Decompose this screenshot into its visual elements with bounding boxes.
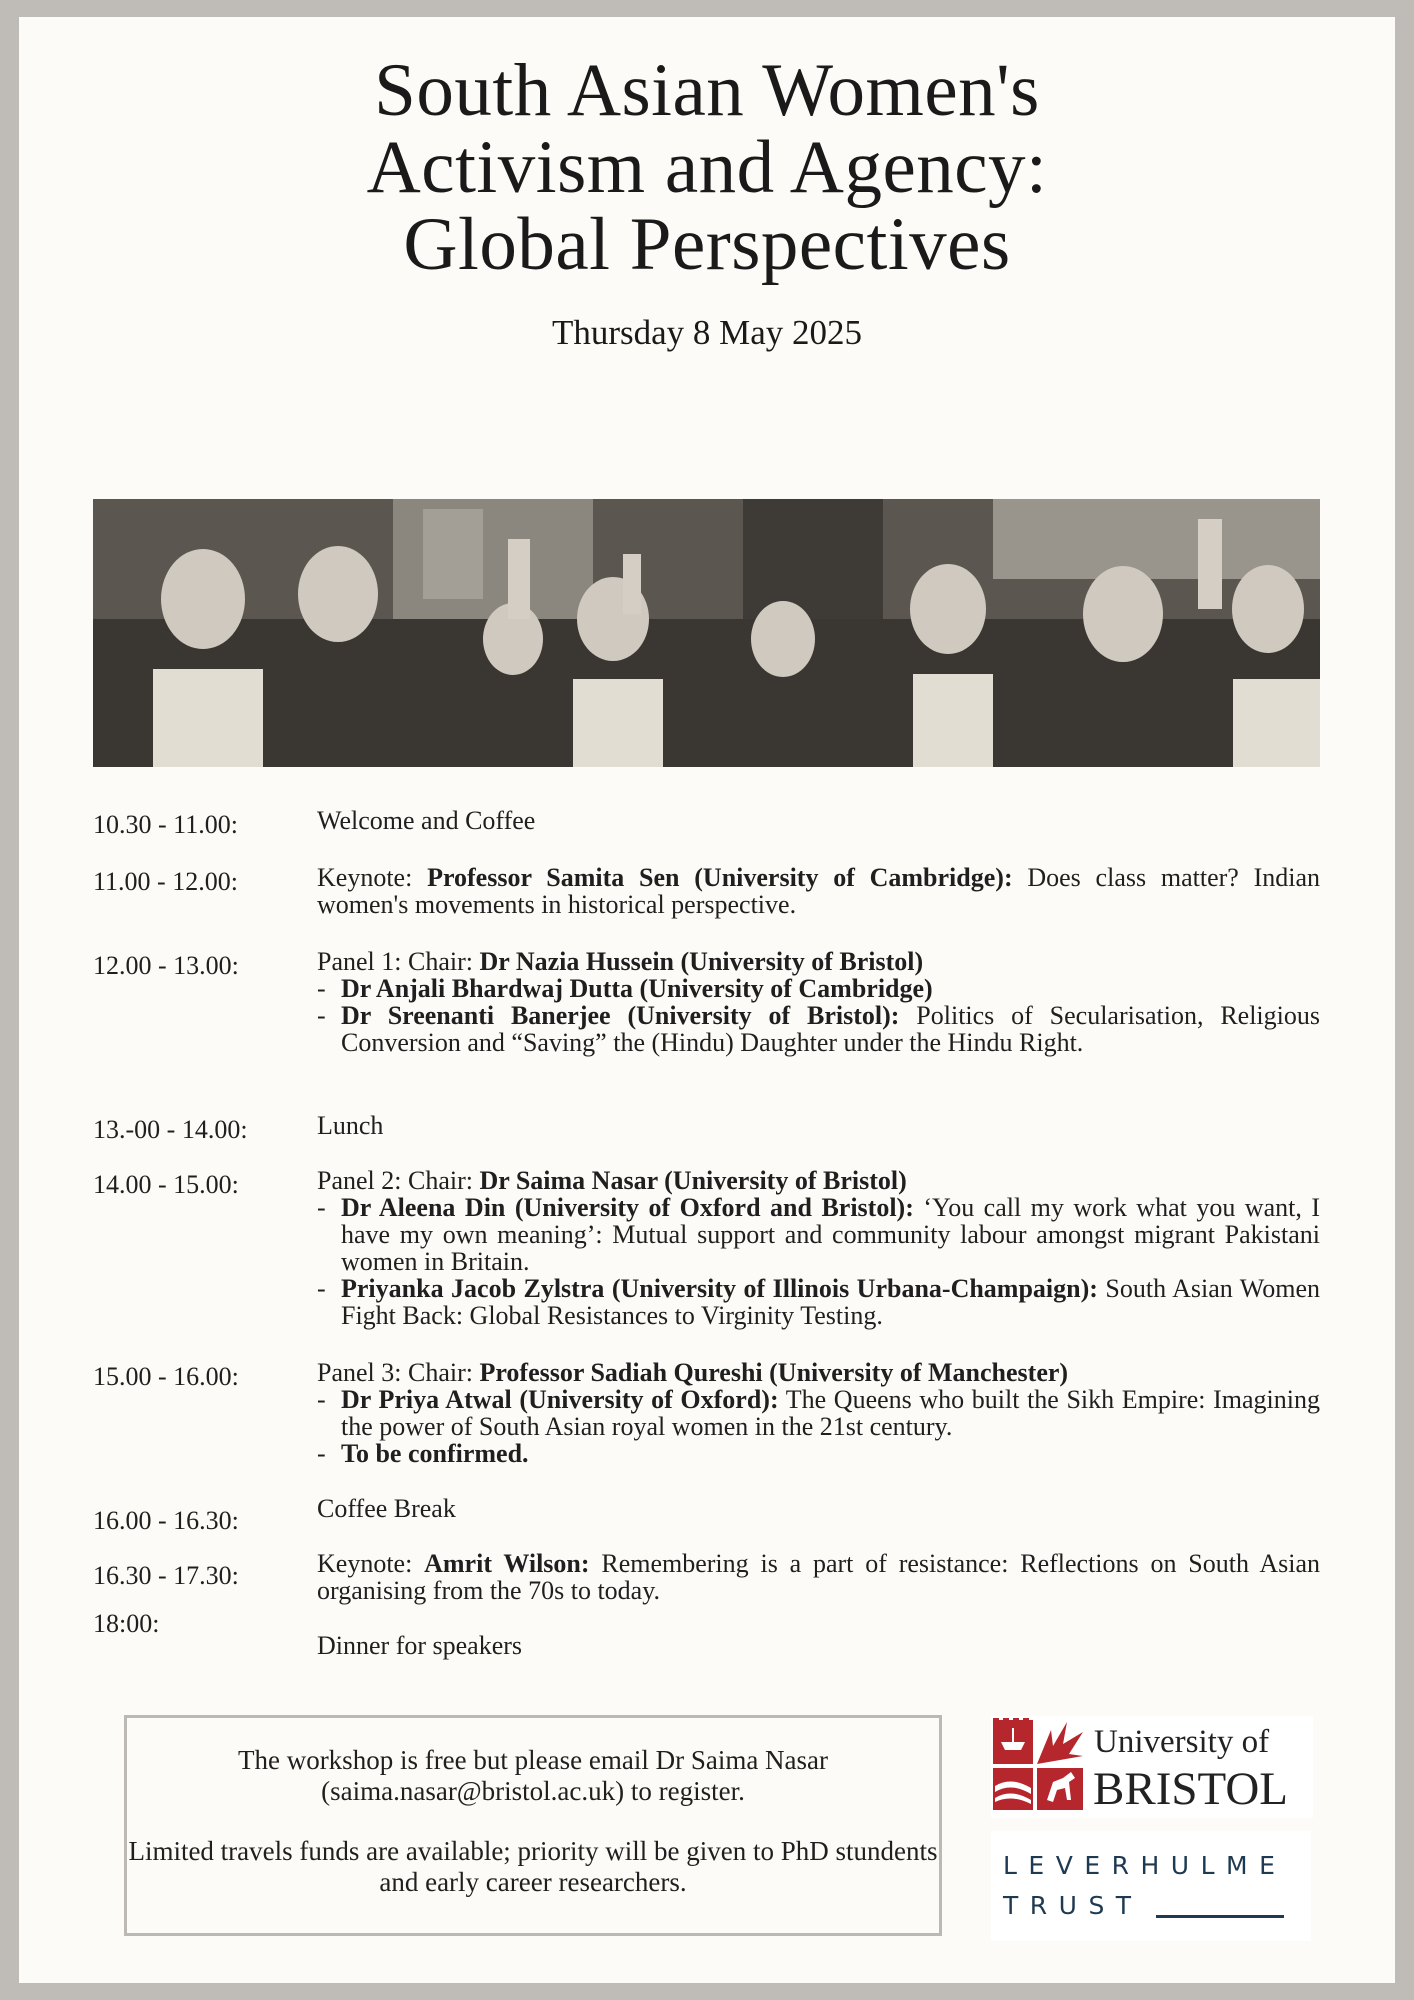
session (317, 807, 1320, 834)
panel-item (317, 1440, 1320, 1467)
speaker: Dr Aleena Din (University of Oxford and Bristol): (341, 1193, 914, 1222)
bristol-logo-line1: University of (1094, 1724, 1270, 1760)
talk-title: South Asian Women Fight Back: Global Resistances to Virginity Testing. (341, 1274, 1320, 1330)
registration-text: The workshop is free but please email Dr Saima Nasar (saima.nasar@bristol.ac.uk) to register. (237, 1745, 829, 1806)
bristol-crest-icon (991, 1716, 1087, 1812)
session (317, 1359, 1320, 1467)
leverhulme-logo-rule (1156, 1915, 1284, 1918)
poster (19, 17, 1395, 1983)
time-slot: 12.00 - 13.00: (93, 951, 239, 980)
time-slot: 10.30 - 11.00: (93, 810, 238, 839)
time-slot: 16.00 - 16.30: (93, 1506, 239, 1535)
leverhulme-logo-line1: LEVERHULME (1003, 1851, 1287, 1880)
chair: Professor Sadiah Qureshi (University of Manchester) (479, 1358, 1069, 1387)
session (317, 1632, 1320, 1659)
chair: Dr Saima Nasar (University of Bristol) (479, 1166, 907, 1195)
bristol-logo-line2: BRISTOL (1093, 1763, 1288, 1815)
dash: - (317, 1439, 326, 1468)
panel-item (317, 1386, 1320, 1440)
talk-title: Remembering is a part of resistance: Reflections on South Asian organising from the 70s to today. (317, 1549, 1320, 1605)
poster-title (19, 49, 1395, 286)
chair: Dr Nazia Hussein (University of Bristol) (479, 947, 924, 976)
title-line: Global Perspectives (403, 203, 1011, 286)
speaker: Dr Anjali Bhardwaj Dutta (University of Cambridge) (341, 974, 933, 1003)
time-slot: 13.-00 - 14.00: (93, 1115, 248, 1144)
time-slot: 14.00 - 15.00: (93, 1170, 239, 1199)
talk-title: ‘You call my work what you want, I have my own meaning’: Mutual support and community labour amongst migrant Pakistani women in Britain. (341, 1193, 1320, 1276)
photo-illustration (93, 499, 1320, 767)
time-slot: 18:00: (93, 1609, 160, 1638)
session (317, 948, 1320, 1056)
session-text: Dinner for speakers (317, 1631, 523, 1660)
registration-info-box (124, 1715, 942, 1936)
title-line: South Asian Women's (374, 49, 1040, 132)
speaker: Professor Samita Sen (University of Cambridge): (427, 863, 1013, 892)
session (317, 1495, 1320, 1522)
speaker: Priyanka Jacob Zylstra (University of Illinois Urbana-Champaign): (341, 1274, 1098, 1303)
panel-item (317, 1194, 1320, 1275)
funding-text: Limited travels funds are available; priority will be given to PhD stundents and early career researchers. (128, 1836, 938, 1897)
dash: - (317, 1274, 326, 1303)
session (317, 864, 1320, 918)
leverhulme-trust-logo (991, 1831, 1311, 1941)
speaker: To be confirmed. (341, 1439, 529, 1468)
session (317, 1112, 1320, 1139)
session-label: Panel 1: Chair: (317, 947, 480, 976)
panel-item (317, 975, 1320, 1002)
dash: - (317, 974, 326, 1003)
protest-photo (93, 499, 1320, 767)
session-label: Panel 2: Chair: (317, 1166, 480, 1195)
session-label: Panel 3: Chair: (317, 1358, 480, 1387)
talk-title: Politics of Secularisation, Religious Conversion and “Saving” the (Hindu) Daughter under the Hindu Right. (341, 1001, 1320, 1057)
session-text: Coffee Break (317, 1494, 456, 1523)
dash: - (317, 1193, 326, 1222)
session-text: Welcome and Coffee (317, 806, 536, 835)
time-slot: 16.30 - 17.30: (93, 1561, 239, 1590)
time-slot: 11.00 - 12.00: (93, 867, 238, 896)
time-slot: 15.00 - 16.00: (93, 1362, 239, 1391)
dash: - (317, 1385, 326, 1414)
university-of-bristol-logo (991, 1716, 1313, 1818)
leverhulme-logo-line2: TRUST (1003, 1891, 1143, 1920)
speaker: Dr Sreenanti Banerjee (University of Bristol): (341, 1001, 900, 1030)
title-line: Activism and Agency: (366, 126, 1048, 209)
session-label: Keynote: (317, 1549, 425, 1578)
session (317, 1550, 1320, 1604)
speaker: Amrit Wilson: (424, 1549, 590, 1578)
session-text: Lunch (317, 1111, 384, 1140)
session (317, 1167, 1320, 1329)
panel-item (317, 1275, 1320, 1329)
dash: - (317, 1001, 326, 1030)
panel-item (317, 1002, 1320, 1056)
session-label: Keynote: (317, 863, 428, 892)
event-date: Thursday 8 May 2025 (551, 313, 863, 352)
talk-title: Does class matter? Indian women's movements in historical perspective. (317, 863, 1320, 919)
speaker: Dr Priya Atwal (University of Oxford): (341, 1385, 779, 1414)
talk-title: The Queens who built the Sikh Empire: Imagining the power of South Asian royal women in the 21st century. (341, 1385, 1320, 1441)
